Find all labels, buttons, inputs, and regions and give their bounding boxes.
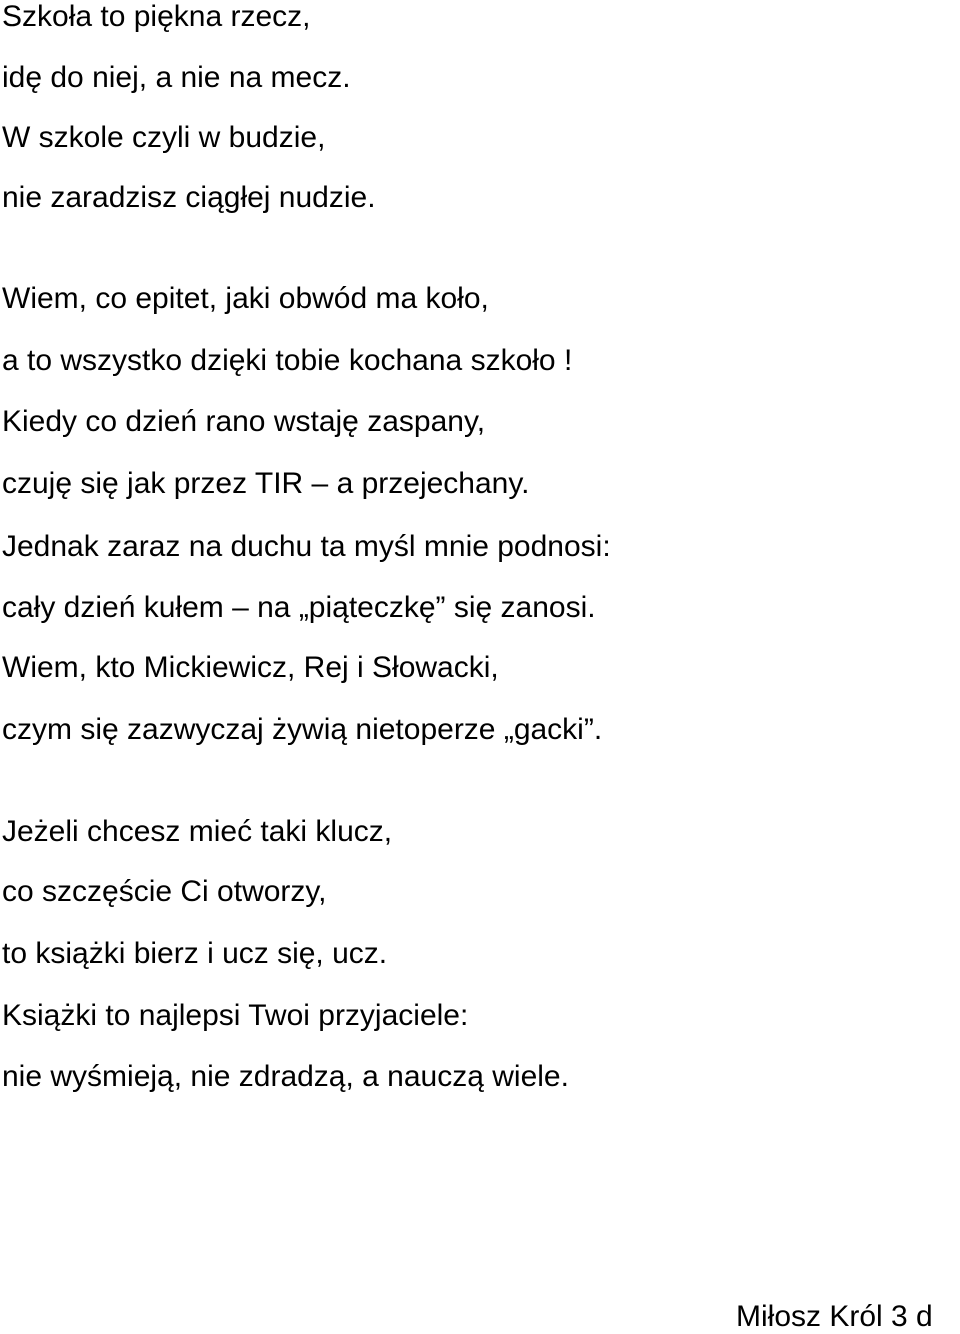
poem-line: cały dzień kułem – na „piąteczkę” się zanosi. [2,591,596,624]
poem-line: Kiedy co dzień rano wstaję zaspany, [2,405,486,438]
poem-line: W szkole czyli w budzie, [2,121,326,154]
poem-line: Szkoła to piękna rzecz, [2,0,311,33]
poem-line: nie zaradzisz ciągłej nudzie. [2,181,376,214]
poem-line: to książki bierz i ucz się, ucz. [2,937,388,970]
poem-line: czym się zazwyczaj żywią nietoperze „gacki”. [2,713,603,746]
poem-line: idę do niej, a nie na mecz. [2,61,351,94]
poem-line: Wiem, kto Mickiewicz, Rej i Słowacki, [2,651,499,684]
poem-line: a to wszystko dzięki tobie kochana szkoło ! [2,344,573,377]
poem-line: nie wyśmieją, nie zdradzą, a nauczą wiele. [2,1060,569,1093]
poem-line: co szczęście Ci otworzy, [2,875,327,908]
poem-line: Książki to najlepsi Twoi przyjaciele: [2,999,469,1032]
author-signature: Miłosz Król 3 d [736,1300,933,1333]
poem-line: Jednak zaraz na duchu ta myśl mnie podnosi: [2,530,611,563]
poem-line: Wiem, co epitet, jaki obwód ma koło, [2,282,489,315]
poem-line: czuję się jak przez TIR – a przejechany. [2,467,530,500]
poem-line: Jeżeli chcesz mieć taki klucz, [2,815,393,848]
